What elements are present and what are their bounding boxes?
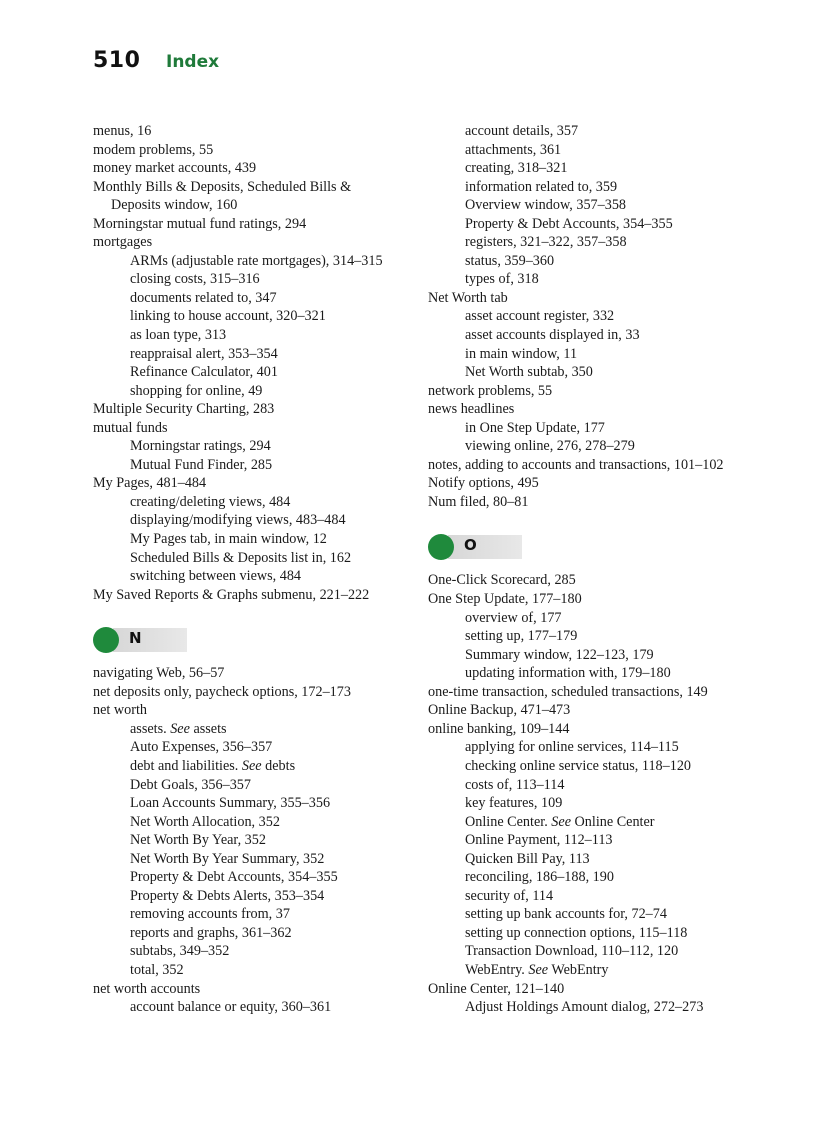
index-entry-text: checking online service status, 118–120 <box>465 757 692 774</box>
index-entry-text: modem problems, 55 <box>93 141 214 158</box>
index-entry-text: debt and liabilities. <box>130 757 242 774</box>
index-entry <box>428 942 798 961</box>
index-entry <box>93 961 413 980</box>
index-entry <box>428 980 798 999</box>
index-entry <box>428 887 798 906</box>
index-entry-text: as loan type, 313 <box>130 327 227 344</box>
index-entry-text: security of, 114 <box>465 887 554 904</box>
section-header <box>428 533 798 561</box>
index-entry-text: setting up, 177–179 <box>465 628 578 645</box>
index-entry-text: Net Worth subtab, 350 <box>465 364 593 381</box>
index-entry <box>428 456 798 475</box>
index-entry <box>93 794 413 813</box>
index-entry <box>93 493 413 512</box>
index-entry <box>428 345 798 364</box>
see-reference-target: WebEntry <box>548 961 609 978</box>
index-entry-text: Deposits window, 160 <box>111 197 238 214</box>
index-entry-text: key features, 109 <box>465 795 563 812</box>
index-entry <box>428 159 798 178</box>
index-entry-text: reappraisal alert, 353–354 <box>130 345 278 362</box>
index-entry <box>428 776 798 795</box>
index-entry-text: Net Worth Allocation, 352 <box>130 813 280 830</box>
index-entry-text: creating/deleting views, 484 <box>130 493 291 510</box>
index-entry <box>428 215 798 234</box>
index-entry <box>428 627 798 646</box>
index-entry <box>93 363 413 382</box>
index-entry-text: Overview window, 357–358 <box>465 197 627 214</box>
index-entry <box>93 345 413 364</box>
index-entry-text: subtabs, 349–352 <box>130 943 230 960</box>
index-entry-text: notes, adding to accounts and transactions, 101–102 <box>428 456 724 473</box>
index-entry-text: Online Center. <box>465 813 552 830</box>
index-entry <box>428 813 798 832</box>
index-entry <box>428 363 798 382</box>
index-entry <box>93 270 413 289</box>
index-entry-text: switching between views, 484 <box>130 568 302 585</box>
index-entry-text: Monthly Bills & Deposits, Scheduled Bills & <box>93 178 352 195</box>
index-entry <box>93 887 413 906</box>
index-entry-text: account details, 357 <box>465 123 579 139</box>
index-entry <box>428 307 798 326</box>
index-entry-text: WebEntry. <box>465 961 529 978</box>
index-entry-text: Debt Goals, 356–357 <box>130 776 251 793</box>
index-entry <box>93 813 413 832</box>
index-entry-text: network problems, 55 <box>428 382 553 399</box>
index-entry-text: Property & Debt Accounts, 354–355 <box>130 869 338 886</box>
index-entry-text: Quicken Bill Pay, 113 <box>465 850 590 867</box>
index-entry-text: reconciling, 186–188, 190 <box>465 869 614 886</box>
index-entry-text: Adjust Holdings Amount dialog, 272–273 <box>465 999 704 1016</box>
index-entry <box>428 646 798 665</box>
index-entry <box>93 701 413 720</box>
index-column-right <box>428 122 798 1017</box>
index-entry <box>428 419 798 438</box>
index-entry <box>428 270 798 289</box>
index-entry-text: closing costs, 315–316 <box>130 271 260 288</box>
index-entry <box>428 794 798 813</box>
index-entry <box>93 831 413 850</box>
index-entry <box>93 215 413 234</box>
index-entry-text: setting up bank accounts for, 72–74 <box>465 906 667 923</box>
index-entry <box>93 307 413 326</box>
index-entry <box>93 586 413 605</box>
see-reference-target: assets <box>189 720 227 737</box>
index-entry <box>428 178 798 197</box>
index-entry-text: Transaction Download, 110–112, 120 <box>465 943 679 960</box>
index-entry-text: attachments, 361 <box>465 141 562 158</box>
index-entry <box>428 664 798 683</box>
index-entry <box>428 289 798 308</box>
index-entry-text: types of, 318 <box>465 271 539 288</box>
index-entry-text: information related to, 359 <box>465 178 618 195</box>
index-entry <box>93 252 413 271</box>
index-entry <box>93 382 413 401</box>
index-entry <box>93 289 413 308</box>
index-entry-text: documents related to, 347 <box>130 289 277 306</box>
index-entry-text: one-time transaction, scheduled transactions, 149 <box>428 683 708 700</box>
index-entry <box>93 456 413 475</box>
index-entry-text: in main window, 11 <box>465 345 578 362</box>
index-entry-text: One-Click Scorecard, 285 <box>428 572 576 589</box>
index-entry <box>93 530 413 549</box>
index-entry-text: displaying/modifying views, 483–484 <box>130 512 346 529</box>
index-entry <box>428 998 798 1017</box>
index-entry <box>93 776 413 795</box>
index-entry <box>93 437 413 456</box>
index-entry <box>428 326 798 345</box>
index-entry-text: Net Worth tab <box>428 289 508 306</box>
index-entry-text: My Pages tab, in main window, 12 <box>130 531 327 548</box>
index-entry <box>93 683 413 702</box>
index-entry <box>428 141 798 160</box>
index-entry-text: My Pages, 481–484 <box>93 475 207 492</box>
index-entry-text: account balance or equity, 360–361 <box>130 999 332 1016</box>
index-entry <box>93 924 413 943</box>
index-entry-text: menus, 16 <box>93 123 152 139</box>
index-entry <box>93 567 413 586</box>
index-entry-text: registers, 321–322, 357–358 <box>465 234 627 251</box>
index-entry-text: Morningstar mutual fund ratings, 294 <box>93 215 307 232</box>
index-entry <box>428 493 798 512</box>
index-entry <box>93 122 413 141</box>
index-entry-text: Loan Accounts Summary, 355–356 <box>130 795 331 812</box>
index-entry-text: Mutual Fund Finder, 285 <box>130 456 273 473</box>
index-entry-text: viewing online, 276, 278–279 <box>465 438 635 455</box>
index-entry <box>93 326 413 345</box>
index-entry-text: Online Payment, 112–113 <box>465 832 613 849</box>
index-entry-text: online banking, 109–144 <box>428 720 570 737</box>
index-entry-text: Property & Debts Alerts, 353–354 <box>130 887 325 904</box>
running-head: Index <box>166 52 220 72</box>
page-number: 510 <box>93 48 141 73</box>
index-entry-text: My Saved Reports & Graphs submenu, 221–222 <box>93 586 370 603</box>
index-entry-text: mutual funds <box>93 419 168 436</box>
index-entry <box>93 159 413 178</box>
index-entry <box>428 233 798 252</box>
index-entry <box>428 590 798 609</box>
index-entry-text: applying for online services, 114–115 <box>465 739 679 756</box>
index-entry-text: Auto Expenses, 356–357 <box>130 739 273 756</box>
index-entry <box>428 924 798 943</box>
section-header-bar <box>448 535 522 559</box>
index-entry-text: Num filed, 80–81 <box>428 493 529 510</box>
index-entry-text: reports and graphs, 361–362 <box>130 924 292 941</box>
index-entry <box>93 850 413 869</box>
index-entry <box>428 831 798 850</box>
section-spacer <box>428 511 798 529</box>
index-entry <box>93 905 413 924</box>
index-entry <box>93 942 413 961</box>
see-reference-label: See <box>551 813 571 830</box>
section-header-bar <box>113 628 187 652</box>
index-entry-text: net deposits only, paycheck options, 172–173 <box>93 683 351 700</box>
index-entry-text: setting up connection options, 115–118 <box>465 924 688 941</box>
index-entry-text: net worth <box>93 702 147 719</box>
index-entry-text: One Step Update, 177–180 <box>428 591 582 608</box>
index-entry-text: Scheduled Bills & Deposits list in, 162 <box>130 549 352 566</box>
index-entry-text: costs of, 113–114 <box>465 776 565 793</box>
index-entry-text: removing accounts from, 37 <box>130 906 290 923</box>
index-entry-text: asset account register, 332 <box>465 308 615 325</box>
index-entry-text: Morningstar ratings, 294 <box>130 438 271 455</box>
index-entry <box>93 998 413 1017</box>
index-entry <box>93 400 413 419</box>
index-entry-text: assets. <box>130 720 171 737</box>
index-entry <box>93 141 413 160</box>
index-entry-text: linking to house account, 320–321 <box>130 308 326 325</box>
index-entry <box>428 701 798 720</box>
see-reference-target: Online Center <box>571 813 655 830</box>
index-entry <box>93 474 413 493</box>
index-entry-text: money market accounts, 439 <box>93 160 257 177</box>
index-entry-text: Online Center, 121–140 <box>428 980 565 997</box>
index-entry <box>428 382 798 401</box>
index-column-left <box>93 122 413 1017</box>
index-entry-text: creating, 318–321 <box>465 160 568 177</box>
see-reference-label: See <box>528 961 549 978</box>
index-entry <box>93 980 413 999</box>
index-entry-text: asset accounts displayed in, 33 <box>465 327 640 344</box>
index-entry-text: navigating Web, 56–57 <box>93 665 225 682</box>
index-entry-text: Multiple Security Charting, 283 <box>93 401 275 418</box>
index-entry <box>428 905 798 924</box>
index-entry <box>93 178 413 197</box>
index-entry-text: status, 359–360 <box>465 252 555 269</box>
index-entry-text: Net Worth By Year Summary, 352 <box>130 850 325 867</box>
index-entry <box>428 757 798 776</box>
index-entry <box>428 122 798 141</box>
index-entry <box>428 474 798 493</box>
index-entry-text: Property & Debt Accounts, 354–355 <box>465 215 673 232</box>
index-entry-text: Online Backup, 471–473 <box>428 702 571 719</box>
index-entry <box>93 511 413 530</box>
index-entry-text: shopping for online, 49 <box>130 382 263 399</box>
index-entry-text: updating information with, 179–180 <box>465 665 671 682</box>
index-entry-text: total, 352 <box>130 961 184 978</box>
index-entry-text: in One Step Update, 177 <box>465 419 605 436</box>
index-entry <box>428 868 798 887</box>
section-letter: N <box>129 629 142 648</box>
index-entry <box>93 738 413 757</box>
section-spacer <box>93 604 413 622</box>
index-entry <box>428 683 798 702</box>
index-entry <box>428 738 798 757</box>
index-entry-text: net worth accounts <box>93 980 201 997</box>
index-entry <box>93 196 413 215</box>
index-entry <box>428 609 798 628</box>
index-entry <box>428 720 798 739</box>
index-entry <box>428 961 798 980</box>
index-entry-text: Net Worth By Year, 352 <box>130 832 266 849</box>
index-entry-text: Refinance Calculator, 401 <box>130 364 278 381</box>
see-reference-target: debts <box>261 757 296 774</box>
index-entry <box>93 720 413 739</box>
index-entry <box>428 571 798 590</box>
index-entry-text: Notify options, 495 <box>428 475 539 492</box>
section-header <box>93 626 413 654</box>
index-entry-text: news headlines <box>428 401 515 418</box>
index-entry <box>93 757 413 776</box>
index-entry <box>428 196 798 215</box>
index-entry <box>93 664 413 683</box>
index-entry-text: mortgages <box>93 234 153 251</box>
index-entry-text: Summary window, 122–123, 179 <box>465 646 654 663</box>
index-entry <box>428 252 798 271</box>
index-entry <box>428 400 798 419</box>
index-entry <box>428 437 798 456</box>
index-entry <box>428 850 798 869</box>
index-entry <box>93 549 413 568</box>
section-letter: O <box>464 536 477 555</box>
index-entry <box>93 419 413 438</box>
index-entry-text: overview of, 177 <box>465 609 562 626</box>
index-entry-text: ARMs (adjustable rate mortgages), 314–315 <box>130 252 383 269</box>
index-entry <box>93 233 413 252</box>
index-entry <box>93 868 413 887</box>
see-reference-label: See <box>241 757 262 774</box>
see-reference-label: See <box>170 720 190 737</box>
